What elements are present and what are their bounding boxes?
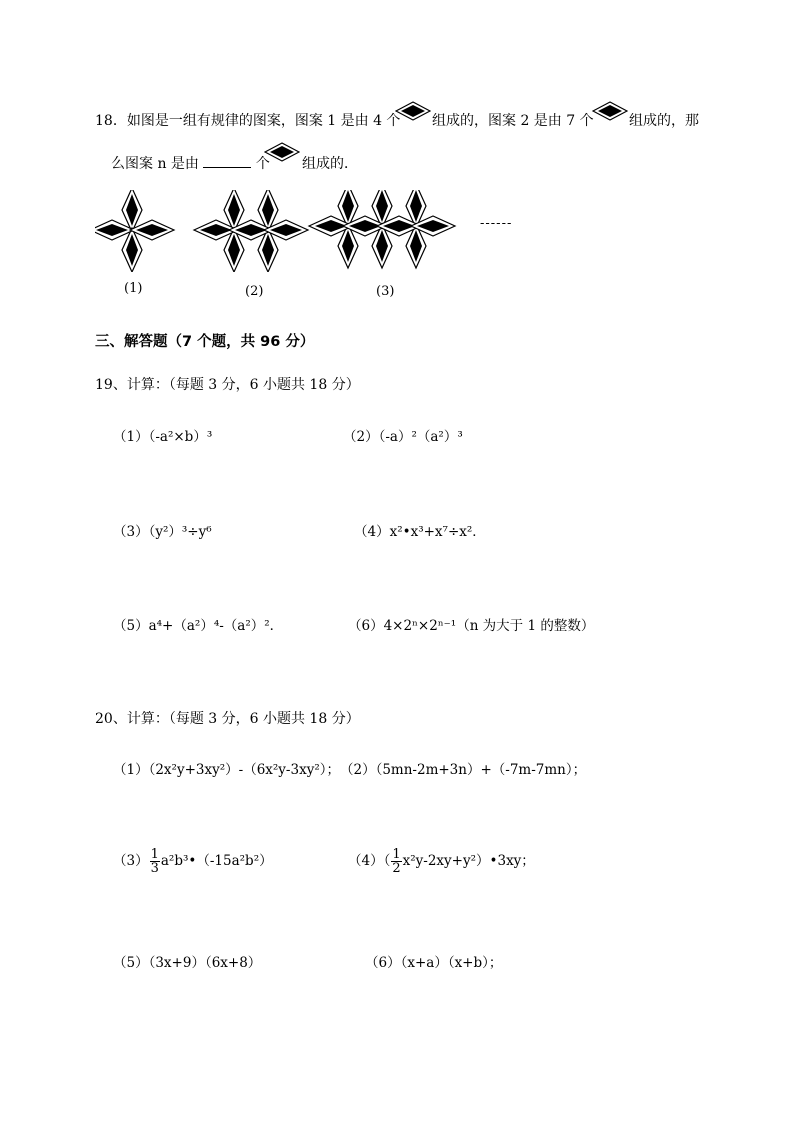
answer-blank[interactable] (203, 153, 251, 168)
pattern-ellipsis: ------ (480, 216, 513, 231)
q20-heading: 20、计算：（每题 3 分，6 小题共 18 分） (95, 711, 360, 727)
fraction-denominator: 2 (392, 861, 401, 876)
figure-label-1: (1) (124, 281, 143, 296)
small-diamond-icon (395, 101, 431, 121)
q20-item-1: （1）（2x²y+3xy²）-（6x²y-3xy²）； (113, 762, 340, 778)
pattern-figures (95, 190, 535, 272)
pattern-2 (194, 190, 308, 272)
pattern-1 (95, 190, 174, 272)
figure-label-3: (3) (376, 284, 395, 299)
fraction-numerator: 1 (392, 847, 401, 862)
q18-text-b: 组成的，图案 2 是由 7 个 (432, 113, 594, 129)
fraction-numerator: 1 (150, 847, 159, 862)
q19-item-2: （2）（-a）²（a²）³ (343, 429, 463, 445)
q18-line1 (95, 110, 400, 130)
fraction-one-half (391, 848, 401, 875)
q19-item-1: （1）（-a²×b）³ (113, 429, 213, 445)
section-title: 三、解答题（7 个题，共 96 分） (95, 334, 315, 350)
q20-item-4-prefix: （4）（ (348, 853, 391, 869)
figure-label-2: (2) (245, 284, 264, 299)
q18-text-e: 个 (255, 156, 270, 172)
q20-item-3-prefix: （3） (113, 853, 149, 869)
q20-item-5: （5）（3x+9）（6x+8） (113, 955, 262, 971)
small-diamond-icon (592, 101, 628, 121)
small-diamond-icon (264, 142, 300, 162)
q18-text-f: 组成的． (302, 156, 358, 172)
q20-item-3 (113, 848, 273, 875)
pattern-3 (309, 190, 455, 268)
q18-text-c: 组成的，那 (629, 113, 699, 129)
q18-text-d: 么图案 n 是由 (111, 156, 199, 172)
q18-text-a: 18．如图是一组有规律的图案，图案 1 是由 4 个 (95, 113, 401, 129)
q20-item-6: （6）（x+a）（x+b）； (365, 955, 503, 971)
q19-heading: 19、计算：（每题 3 分，6 小题共 18 分） (95, 377, 360, 393)
q19-item-5: （5）a⁴+（a²）⁴-（a²）²． (113, 618, 284, 634)
q19-item-4: （4）x²•x³+x⁷÷x²． (354, 524, 486, 540)
q19-item-3: （3）（y²）³÷y⁶ (113, 524, 212, 540)
q20-item-2: （2）（5mn-2m+3n）+（-7m-7mn）； (340, 762, 587, 778)
q20-item-4 (348, 848, 535, 875)
fraction-denominator: 3 (150, 861, 159, 876)
q20-item-4-rest: x²y-2xy+y²）•3xy； (402, 853, 535, 869)
q20-item-3-rest: a²b³•（-15a²b²） (160, 853, 273, 869)
fraction-one-third (150, 848, 160, 875)
q19-item-6: （6）4×2ⁿ×2ⁿ⁻¹（n 为大于 1 的整数） (348, 618, 595, 634)
